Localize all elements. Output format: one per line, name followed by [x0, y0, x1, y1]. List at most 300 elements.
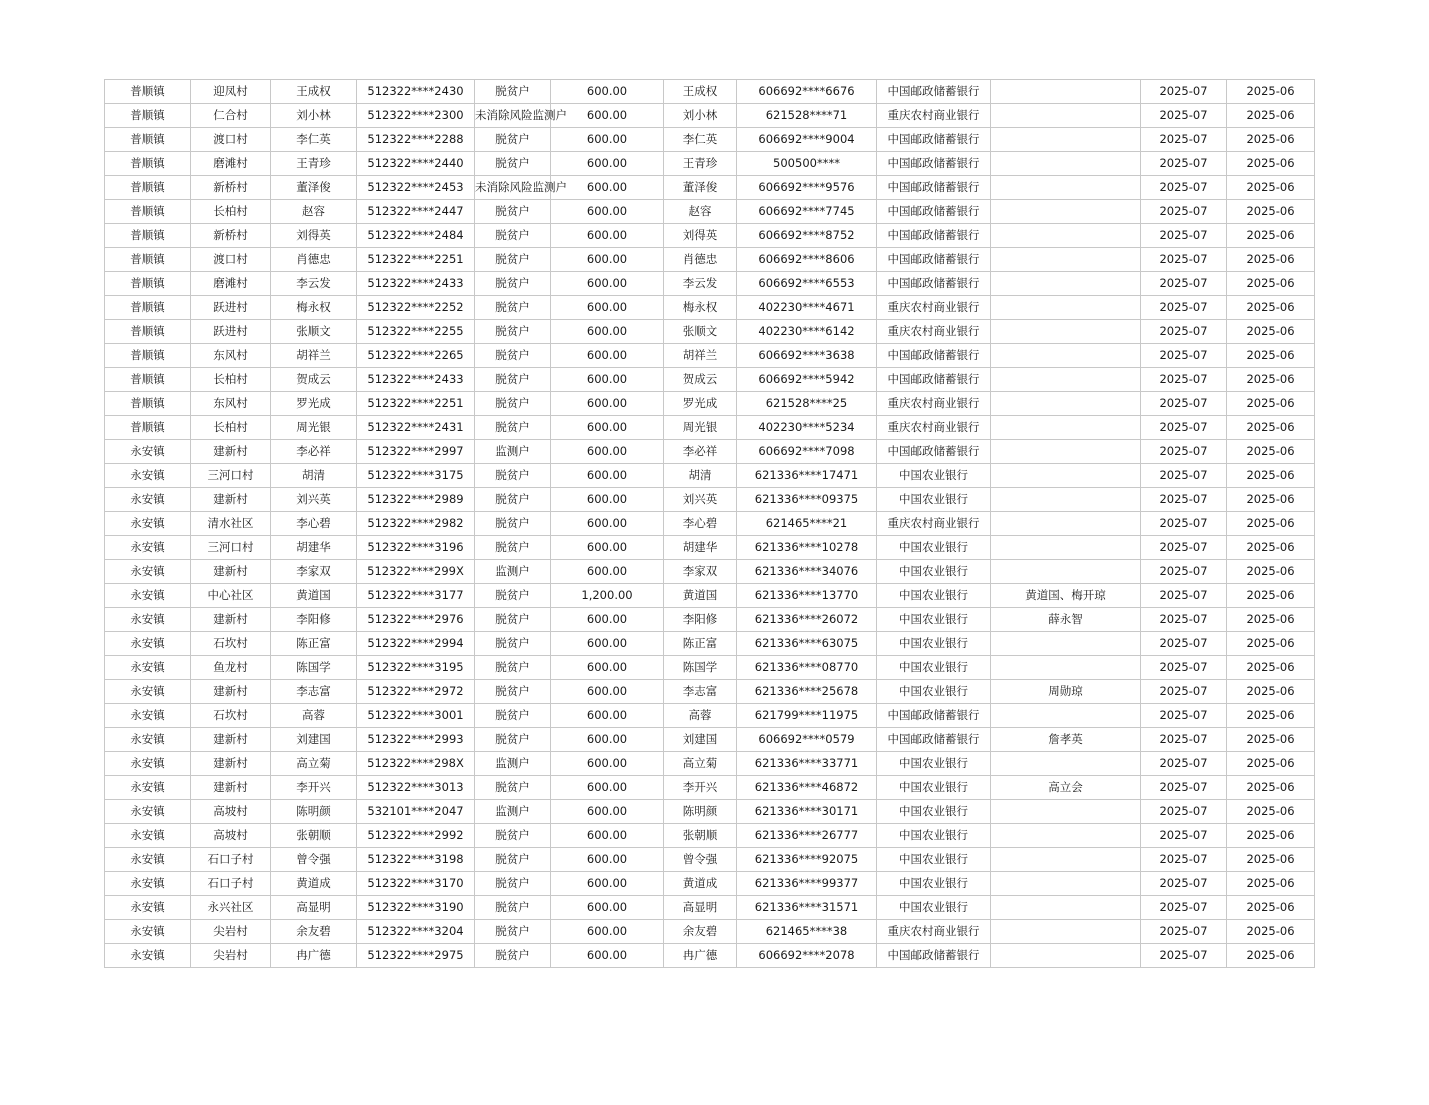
amount-cell: 1,200.00 [551, 584, 664, 608]
account-holder-cell: 余友碧 [664, 920, 737, 944]
account-holder-cell: 张顺文 [664, 320, 737, 344]
remark-cell: 周勋琼 [991, 680, 1141, 704]
pay-month-cell: 2025-07 [1141, 656, 1227, 680]
account-number-cell: 402230****5234 [737, 416, 877, 440]
account-number-cell: 621336****31571 [737, 896, 877, 920]
table-row [105, 800, 1315, 824]
household-type-cell: 脱贫户 [475, 632, 551, 656]
period-cell: 2025-06 [1227, 368, 1315, 392]
table-row [105, 632, 1315, 656]
bank-cell: 中国农业银行 [877, 824, 991, 848]
id-number-cell: 512322****2994 [357, 632, 475, 656]
household-type-cell: 脱贫户 [475, 776, 551, 800]
id-number-cell: 512322****299X [357, 560, 475, 584]
remark-cell [991, 632, 1141, 656]
town-cell: 永安镇 [105, 488, 191, 512]
village-cell: 跃进村 [191, 320, 271, 344]
account-holder-cell: 刘小林 [664, 104, 737, 128]
period-cell: 2025-06 [1227, 944, 1315, 968]
remark-cell [991, 488, 1141, 512]
town-cell: 普顺镇 [105, 152, 191, 176]
town-cell: 永安镇 [105, 464, 191, 488]
table-row [105, 704, 1315, 728]
village-cell: 石坎村 [191, 632, 271, 656]
remark-cell [991, 416, 1141, 440]
name-cell: 高立菊 [271, 752, 357, 776]
id-number-cell: 512322****2288 [357, 128, 475, 152]
account-number-cell: 621336****26072 [737, 608, 877, 632]
bank-cell: 中国农业银行 [877, 896, 991, 920]
household-type-cell: 监测户 [475, 800, 551, 824]
name-cell: 冉广德 [271, 944, 357, 968]
table-row [105, 272, 1315, 296]
pay-month-cell: 2025-07 [1141, 848, 1227, 872]
remark-cell [991, 344, 1141, 368]
account-holder-cell: 王成权 [664, 80, 737, 104]
bank-cell: 中国邮政储蓄银行 [877, 152, 991, 176]
pay-month-cell: 2025-07 [1141, 896, 1227, 920]
name-cell: 肖德忠 [271, 248, 357, 272]
name-cell: 高蓉 [271, 704, 357, 728]
remark-cell [991, 920, 1141, 944]
period-cell: 2025-06 [1227, 80, 1315, 104]
village-cell: 建新村 [191, 560, 271, 584]
village-cell: 清水社区 [191, 512, 271, 536]
town-cell: 永安镇 [105, 824, 191, 848]
period-cell: 2025-06 [1227, 728, 1315, 752]
household-type-cell: 脱贫户 [475, 368, 551, 392]
bank-cell: 中国农业银行 [877, 800, 991, 824]
account-number-cell: 621336****30171 [737, 800, 877, 824]
household-type-cell: 脱贫户 [475, 152, 551, 176]
amount-cell: 600.00 [551, 656, 664, 680]
remark-cell [991, 872, 1141, 896]
pay-month-cell: 2025-07 [1141, 368, 1227, 392]
town-cell: 永安镇 [105, 704, 191, 728]
period-cell: 2025-06 [1227, 536, 1315, 560]
name-cell: 赵容 [271, 200, 357, 224]
account-holder-cell: 高立菊 [664, 752, 737, 776]
id-number-cell: 512322****2252 [357, 296, 475, 320]
household-type-cell: 脱贫户 [475, 296, 551, 320]
table-row [105, 320, 1315, 344]
household-type-cell: 脱贫户 [475, 416, 551, 440]
household-type-cell: 脱贫户 [475, 896, 551, 920]
pay-month-cell: 2025-07 [1141, 320, 1227, 344]
village-cell: 石坎村 [191, 704, 271, 728]
account-number-cell: 606692****3638 [737, 344, 877, 368]
pay-month-cell: 2025-07 [1141, 272, 1227, 296]
table-row [105, 440, 1315, 464]
table-row [105, 512, 1315, 536]
amount-cell: 600.00 [551, 704, 664, 728]
bank-cell: 中国邮政储蓄银行 [877, 128, 991, 152]
name-cell: 余友碧 [271, 920, 357, 944]
id-number-cell: 512322****3198 [357, 848, 475, 872]
amount-cell: 600.00 [551, 512, 664, 536]
pay-month-cell: 2025-07 [1141, 752, 1227, 776]
household-type-cell: 脱贫户 [475, 272, 551, 296]
bank-cell: 中国邮政储蓄银行 [877, 176, 991, 200]
table-row [105, 104, 1315, 128]
town-cell: 普顺镇 [105, 392, 191, 416]
remark-cell [991, 224, 1141, 248]
account-holder-cell: 李云发 [664, 272, 737, 296]
period-cell: 2025-06 [1227, 560, 1315, 584]
town-cell: 普顺镇 [105, 320, 191, 344]
bank-cell: 中国农业银行 [877, 584, 991, 608]
town-cell: 永安镇 [105, 632, 191, 656]
id-number-cell: 512322****298X [357, 752, 475, 776]
id-number-cell: 512322****2251 [357, 392, 475, 416]
remark-cell [991, 248, 1141, 272]
village-cell: 渡口村 [191, 248, 271, 272]
village-cell: 三河口村 [191, 536, 271, 560]
pay-month-cell: 2025-07 [1141, 920, 1227, 944]
table-row [105, 608, 1315, 632]
village-cell: 尖岩村 [191, 944, 271, 968]
remark-cell [991, 944, 1141, 968]
bank-cell: 中国农业银行 [877, 752, 991, 776]
pay-month-cell: 2025-07 [1141, 608, 1227, 632]
account-number-cell: 621336****08770 [737, 656, 877, 680]
town-cell: 普顺镇 [105, 272, 191, 296]
id-number-cell: 512322****2433 [357, 272, 475, 296]
amount-cell: 600.00 [551, 536, 664, 560]
table-row [105, 536, 1315, 560]
household-type-cell: 脱贫户 [475, 872, 551, 896]
bank-cell: 中国邮政储蓄银行 [877, 344, 991, 368]
village-cell: 磨滩村 [191, 272, 271, 296]
period-cell: 2025-06 [1227, 608, 1315, 632]
town-cell: 普顺镇 [105, 296, 191, 320]
remark-cell [991, 200, 1141, 224]
account-number-cell: 500500**** [737, 152, 877, 176]
id-number-cell: 512322****3195 [357, 656, 475, 680]
table-row [105, 128, 1315, 152]
amount-cell: 600.00 [551, 944, 664, 968]
amount-cell: 600.00 [551, 224, 664, 248]
account-number-cell: 621336****25678 [737, 680, 877, 704]
period-cell: 2025-06 [1227, 176, 1315, 200]
name-cell: 胡建华 [271, 536, 357, 560]
pay-month-cell: 2025-07 [1141, 776, 1227, 800]
id-number-cell: 512322****2975 [357, 944, 475, 968]
period-cell: 2025-06 [1227, 416, 1315, 440]
bank-cell: 重庆农村商业银行 [877, 104, 991, 128]
id-number-cell: 512322****3177 [357, 584, 475, 608]
remark-cell [991, 752, 1141, 776]
amount-cell: 600.00 [551, 728, 664, 752]
town-cell: 永安镇 [105, 800, 191, 824]
household-type-cell: 脱贫户 [475, 248, 551, 272]
pay-month-cell: 2025-07 [1141, 80, 1227, 104]
pay-month-cell: 2025-07 [1141, 344, 1227, 368]
amount-cell: 600.00 [551, 920, 664, 944]
account-number-cell: 621528****71 [737, 104, 877, 128]
period-cell: 2025-06 [1227, 776, 1315, 800]
pay-month-cell: 2025-07 [1141, 632, 1227, 656]
data-table [104, 79, 1315, 968]
pay-month-cell: 2025-07 [1141, 416, 1227, 440]
household-type-cell: 脱贫户 [475, 944, 551, 968]
id-number-cell: 512322****2430 [357, 80, 475, 104]
period-cell: 2025-06 [1227, 824, 1315, 848]
name-cell: 曾令强 [271, 848, 357, 872]
bank-cell: 中国邮政储蓄银行 [877, 200, 991, 224]
household-type-cell: 脱贫户 [475, 608, 551, 632]
town-cell: 普顺镇 [105, 368, 191, 392]
pay-month-cell: 2025-07 [1141, 944, 1227, 968]
village-cell: 建新村 [191, 488, 271, 512]
name-cell: 周光银 [271, 416, 357, 440]
table-row [105, 560, 1315, 584]
table-row [105, 392, 1315, 416]
household-type-cell: 脱贫户 [475, 848, 551, 872]
name-cell: 陈正富 [271, 632, 357, 656]
village-cell: 长柏村 [191, 200, 271, 224]
household-type-cell: 脱贫户 [475, 584, 551, 608]
remark-cell [991, 128, 1141, 152]
village-cell: 石口子村 [191, 848, 271, 872]
id-number-cell: 512322****2431 [357, 416, 475, 440]
town-cell: 永安镇 [105, 608, 191, 632]
village-cell: 鱼龙村 [191, 656, 271, 680]
account-holder-cell: 刘建国 [664, 728, 737, 752]
town-cell: 永安镇 [105, 776, 191, 800]
town-cell: 永安镇 [105, 944, 191, 968]
table-row [105, 776, 1315, 800]
name-cell: 刘小林 [271, 104, 357, 128]
name-cell: 李阳修 [271, 608, 357, 632]
table-row [105, 920, 1315, 944]
pay-month-cell: 2025-07 [1141, 704, 1227, 728]
account-holder-cell: 黄道成 [664, 872, 737, 896]
household-type-cell: 脱贫户 [475, 680, 551, 704]
account-number-cell: 606692****7098 [737, 440, 877, 464]
table-row [105, 296, 1315, 320]
bank-cell: 中国邮政储蓄银行 [877, 368, 991, 392]
village-cell: 建新村 [191, 776, 271, 800]
account-number-cell: 621465****38 [737, 920, 877, 944]
village-cell: 建新村 [191, 752, 271, 776]
name-cell: 刘兴英 [271, 488, 357, 512]
pay-month-cell: 2025-07 [1141, 104, 1227, 128]
remark-cell [991, 296, 1141, 320]
town-cell: 永安镇 [105, 440, 191, 464]
remark-cell [991, 896, 1141, 920]
account-number-cell: 621336****63075 [737, 632, 877, 656]
remark-cell [991, 152, 1141, 176]
name-cell: 刘得英 [271, 224, 357, 248]
village-cell: 磨滩村 [191, 152, 271, 176]
household-type-cell: 脱贫户 [475, 536, 551, 560]
account-holder-cell: 刘兴英 [664, 488, 737, 512]
town-cell: 永安镇 [105, 728, 191, 752]
remark-cell: 薛永智 [991, 608, 1141, 632]
town-cell: 永安镇 [105, 536, 191, 560]
bank-cell: 中国邮政储蓄银行 [877, 248, 991, 272]
village-cell: 新桥村 [191, 224, 271, 248]
town-cell: 永安镇 [105, 896, 191, 920]
remark-cell [991, 320, 1141, 344]
household-type-cell: 脱贫户 [475, 392, 551, 416]
account-holder-cell: 张朝顺 [664, 824, 737, 848]
household-type-cell: 监测户 [475, 560, 551, 584]
account-holder-cell: 陈正富 [664, 632, 737, 656]
account-holder-cell: 李开兴 [664, 776, 737, 800]
pay-month-cell: 2025-07 [1141, 560, 1227, 584]
town-cell: 永安镇 [105, 872, 191, 896]
name-cell: 高显明 [271, 896, 357, 920]
town-cell: 普顺镇 [105, 104, 191, 128]
household-type-cell: 脱贫户 [475, 224, 551, 248]
account-holder-cell: 罗光成 [664, 392, 737, 416]
household-type-cell: 脱贫户 [475, 488, 551, 512]
name-cell: 黄道成 [271, 872, 357, 896]
table-row [105, 152, 1315, 176]
amount-cell: 600.00 [551, 200, 664, 224]
account-number-cell: 621799****11975 [737, 704, 877, 728]
table-row [105, 848, 1315, 872]
amount-cell: 600.00 [551, 680, 664, 704]
remark-cell [991, 440, 1141, 464]
remark-cell: 高立会 [991, 776, 1141, 800]
village-cell: 跃进村 [191, 296, 271, 320]
name-cell: 张顺文 [271, 320, 357, 344]
period-cell: 2025-06 [1227, 896, 1315, 920]
household-type-cell: 脱贫户 [475, 80, 551, 104]
bank-cell: 中国农业银行 [877, 632, 991, 656]
account-number-cell: 606692****0579 [737, 728, 877, 752]
remark-cell [991, 272, 1141, 296]
name-cell: 董泽俊 [271, 176, 357, 200]
period-cell: 2025-06 [1227, 632, 1315, 656]
account-number-cell: 402230****4671 [737, 296, 877, 320]
account-holder-cell: 李仁英 [664, 128, 737, 152]
name-cell: 刘建国 [271, 728, 357, 752]
id-number-cell: 512322****2447 [357, 200, 475, 224]
amount-cell: 600.00 [551, 320, 664, 344]
remark-cell [991, 800, 1141, 824]
name-cell: 李家双 [271, 560, 357, 584]
amount-cell: 600.00 [551, 608, 664, 632]
name-cell: 贺成云 [271, 368, 357, 392]
household-type-cell: 脱贫户 [475, 512, 551, 536]
pay-month-cell: 2025-07 [1141, 392, 1227, 416]
name-cell: 胡祥兰 [271, 344, 357, 368]
village-cell: 尖岩村 [191, 920, 271, 944]
amount-cell: 600.00 [551, 176, 664, 200]
name-cell: 陈国学 [271, 656, 357, 680]
period-cell: 2025-06 [1227, 392, 1315, 416]
period-cell: 2025-06 [1227, 512, 1315, 536]
household-type-cell: 脱贫户 [475, 824, 551, 848]
pay-month-cell: 2025-07 [1141, 296, 1227, 320]
pay-month-cell: 2025-07 [1141, 176, 1227, 200]
account-number-cell: 621336****10278 [737, 536, 877, 560]
id-number-cell: 512322****3196 [357, 536, 475, 560]
household-type-cell: 未消除风险监测户 [475, 176, 551, 200]
table-row [105, 872, 1315, 896]
village-cell: 三河口村 [191, 464, 271, 488]
table-body [105, 80, 1315, 968]
bank-cell: 中国邮政储蓄银行 [877, 944, 991, 968]
amount-cell: 600.00 [551, 488, 664, 512]
town-cell: 普顺镇 [105, 344, 191, 368]
table-row [105, 224, 1315, 248]
account-number-cell: 606692****9576 [737, 176, 877, 200]
town-cell: 普顺镇 [105, 200, 191, 224]
remark-cell [991, 464, 1141, 488]
period-cell: 2025-06 [1227, 464, 1315, 488]
pay-month-cell: 2025-07 [1141, 200, 1227, 224]
bank-cell: 中国农业银行 [877, 560, 991, 584]
amount-cell: 600.00 [551, 776, 664, 800]
name-cell: 李志富 [271, 680, 357, 704]
remark-cell [991, 848, 1141, 872]
remark-cell [991, 656, 1141, 680]
bank-cell: 中国农业银行 [877, 488, 991, 512]
village-cell: 迎凤村 [191, 80, 271, 104]
amount-cell: 600.00 [551, 416, 664, 440]
amount-cell: 600.00 [551, 464, 664, 488]
table-row [105, 80, 1315, 104]
bank-cell: 中国邮政储蓄银行 [877, 80, 991, 104]
account-holder-cell: 高显明 [664, 896, 737, 920]
town-cell: 永安镇 [105, 752, 191, 776]
account-number-cell: 402230****6142 [737, 320, 877, 344]
account-number-cell: 621336****26777 [737, 824, 877, 848]
account-number-cell: 621336****09375 [737, 488, 877, 512]
amount-cell: 600.00 [551, 368, 664, 392]
account-holder-cell: 黄道国 [664, 584, 737, 608]
period-cell: 2025-06 [1227, 104, 1315, 128]
account-holder-cell: 陈国学 [664, 656, 737, 680]
account-holder-cell: 梅永权 [664, 296, 737, 320]
account-number-cell: 621336****92075 [737, 848, 877, 872]
table-row [105, 728, 1315, 752]
account-holder-cell: 刘得英 [664, 224, 737, 248]
town-cell: 永安镇 [105, 656, 191, 680]
bank-cell: 中国农业银行 [877, 872, 991, 896]
account-number-cell: 606692****8606 [737, 248, 877, 272]
name-cell: 李心碧 [271, 512, 357, 536]
amount-cell: 600.00 [551, 128, 664, 152]
table-row [105, 368, 1315, 392]
period-cell: 2025-06 [1227, 800, 1315, 824]
pay-month-cell: 2025-07 [1141, 680, 1227, 704]
table-row [105, 248, 1315, 272]
amount-cell: 600.00 [551, 80, 664, 104]
id-number-cell: 512322****2997 [357, 440, 475, 464]
account-holder-cell: 高蓉 [664, 704, 737, 728]
account-holder-cell: 胡建华 [664, 536, 737, 560]
amount-cell: 600.00 [551, 272, 664, 296]
household-type-cell: 脱贫户 [475, 656, 551, 680]
period-cell: 2025-06 [1227, 680, 1315, 704]
bank-cell: 中国农业银行 [877, 464, 991, 488]
town-cell: 永安镇 [105, 584, 191, 608]
pay-month-cell: 2025-07 [1141, 128, 1227, 152]
town-cell: 永安镇 [105, 920, 191, 944]
account-holder-cell: 李必祥 [664, 440, 737, 464]
village-cell: 东风村 [191, 392, 271, 416]
village-cell: 高坡村 [191, 800, 271, 824]
name-cell: 罗光成 [271, 392, 357, 416]
remark-cell [991, 560, 1141, 584]
id-number-cell: 512322****3204 [357, 920, 475, 944]
